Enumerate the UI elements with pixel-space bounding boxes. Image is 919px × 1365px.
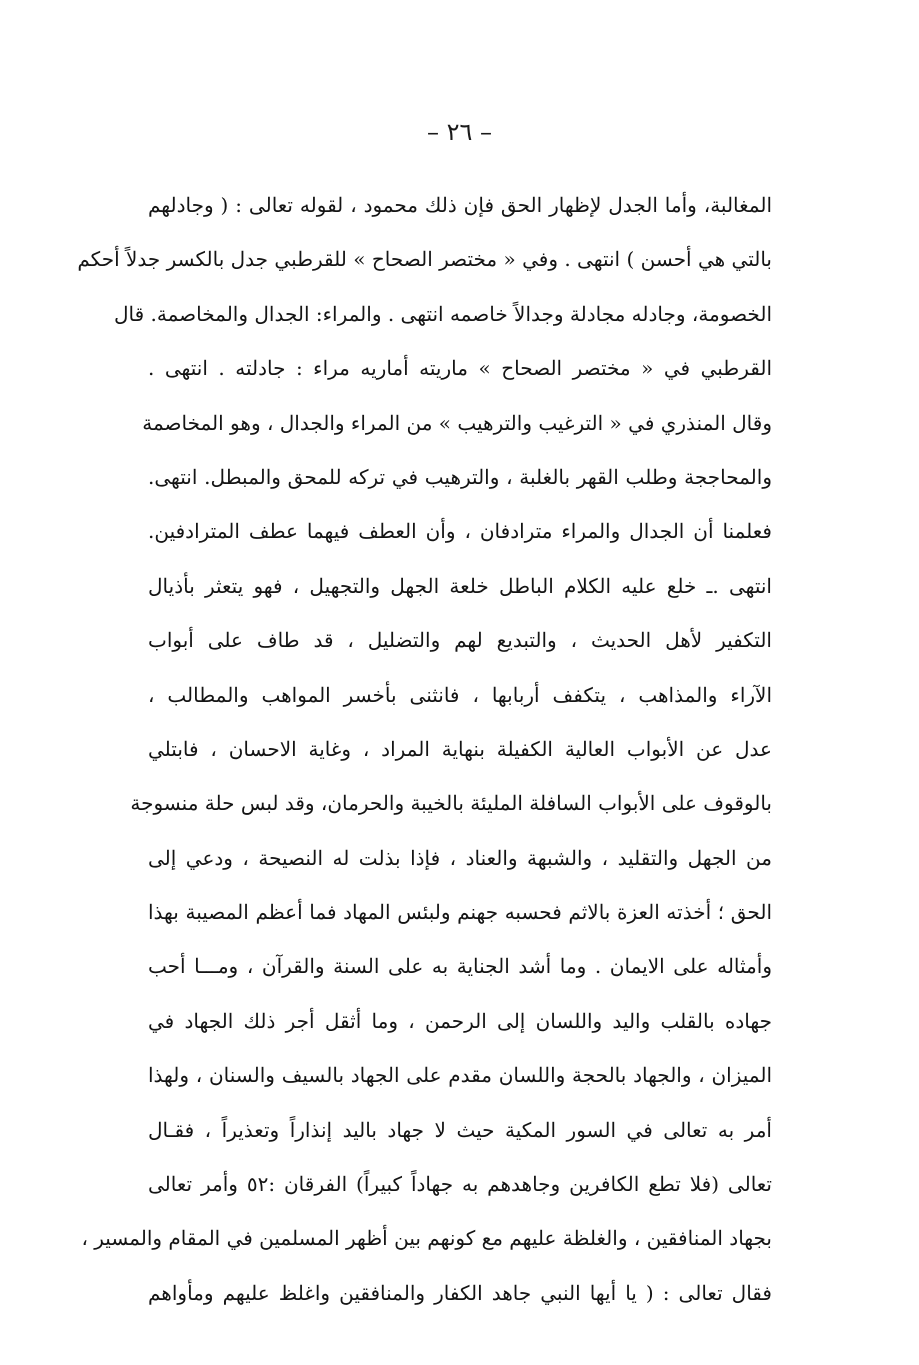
text-line: وقال المنذري في « الترغيب والترهيب » من المراء والجدال ، وهو المخاصمة <box>142 410 772 435</box>
text-line: فعلمنا أن الجدال والمراء مترادفان ، وأن العطف فيهما عطف المترادفين. <box>148 519 772 544</box>
text-line: من الجهل والتقليد ، والشبهة والعناد ، فإذا بذلت له النصيحة ، ودعي إلى <box>148 845 772 870</box>
text-line: عدل عن الأبواب العالية الكفيلة بنهاية المراد ، وغاية الاحسان ، فابتلي <box>148 736 772 761</box>
text-line: الخصومة، وجادله مجادلة وجدالاً خاصمه انتهى . والمراء: الجدال والمخاصمة. قال <box>113 301 772 326</box>
text-line: بالوقوف على الأبواب السافلة المليئة بالخيبة والحرمان، وقد لبس حلة منسوجة <box>130 791 772 816</box>
text-line: والمحاججة وطلب القهر بالغلبة ، والترهيب في تركه للمحق والمبطل. انتهى. <box>148 464 772 489</box>
text-line: بالتي هي أحسن ) انتهى . وفي « مختصر الصحاح » للقرطبي جدل بالكسر جدلاً أحكم <box>77 247 772 272</box>
text-line: الآراء والمذاهب ، يتكفف أربابها ، فانثنى بأخسر المواهب والمطالب ، <box>148 682 772 707</box>
text-line: بجهاد المنافقين ، والغلظة عليهم مع كونهم بين أظهر المسلمين في المقام والمسير ، <box>81 1226 772 1251</box>
text-line: فقال تعالى : ( يا أيها النبي جاهد الكفار والمنافقين واغلظ عليهم ومأواهم <box>148 1280 772 1305</box>
text-line: التكفير لأهل الحديث ، والتبديع لهم والتضليل ، قد طاف على أبواب <box>148 628 772 653</box>
text-line: جهاده بالقلب واليد واللسان إلى الرحمن ، وما أثقل أجر ذلك الجهاد في <box>148 1008 772 1033</box>
text-line: المغالبة، وأما الجدل لإظهار الحق فإن ذلك محمود ، لقوله تعالى : ( وجادلهم <box>148 193 772 217</box>
text-line: الحق ؛ أخذته العزة بالاثم فحسبه جهنم ولبئس المهاد فما أعظم المصيبة بهذا <box>148 900 772 925</box>
text-line: انتهى .ـ خلع عليه الكلام الباطل خلعة الجهل والتجهيل ، فهو يتعثر بأذيال <box>148 573 772 598</box>
page-number: – ٢٦ – <box>426 118 493 146</box>
body-text <box>77 178 772 1320</box>
text-line: الميزان ، والجهاد بالحجة واللسان مقدم على الجهاد بالسيف والسنان ، ولهذا <box>148 1063 772 1088</box>
text-line: القرطبي في « مختصر الصحاح » ماريته أماريه مراء : جادلته . انتهى . <box>148 356 772 381</box>
text-line: وأمثاله على الايمان . وما أشد الجناية به على السنة والقرآن ، ومـــا أحب <box>148 954 772 979</box>
text-line: أمر به تعالى في السور المكية حيث لا جهاد باليد إنذاراً وتعذيراً ، فقـال <box>148 1117 772 1142</box>
text-line: تعالى (فلا تطع الكافرين وجاهدهم به جهاداً كبيراً) الفرقان :٥٢ وأمر تعالى <box>148 1172 772 1197</box>
